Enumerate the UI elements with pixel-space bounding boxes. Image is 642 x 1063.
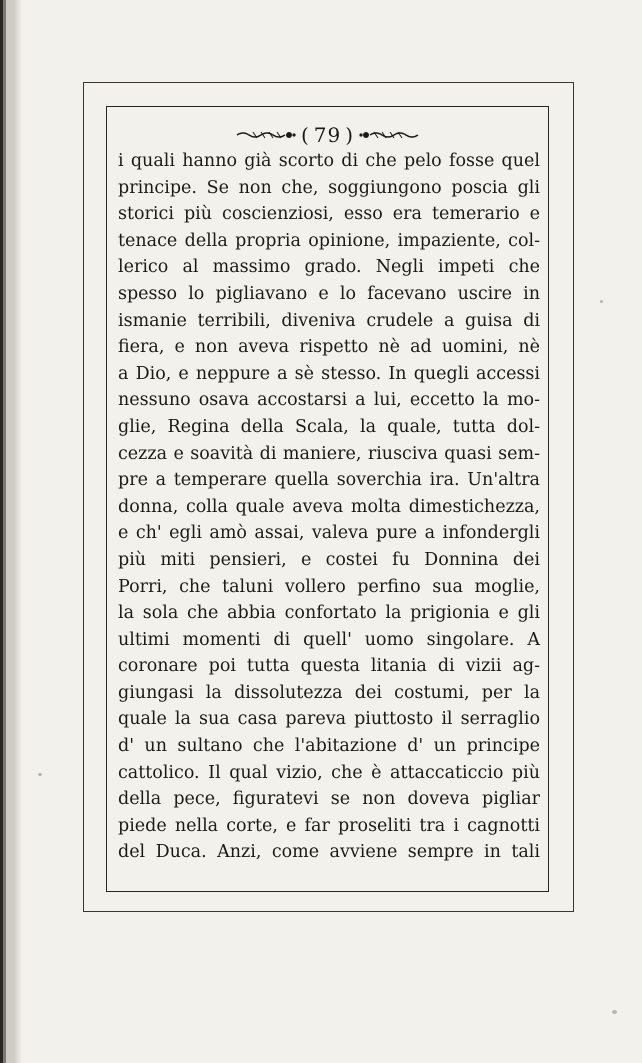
left-ornament-icon — [235, 128, 297, 142]
text-line: ultimi momenti di quell' uomo singolare. A — [118, 629, 540, 650]
text-line: tenace della propria opinione, impaziente, col- — [118, 230, 540, 251]
ink-speck — [612, 1010, 617, 1014]
text-line: cattolico. Il qual vizio, che è attaccaticcio più — [118, 762, 540, 783]
text-line: nessuno osava accostarsi a lui, eccetto la mo- — [118, 390, 540, 411]
text-line: storici più coscienziosi, esso era temerario e — [118, 204, 540, 225]
text-line: cezza e soavità di maniere, riusciva quasi sem- — [118, 443, 540, 464]
text-line: lerico al massimo grado. Negli impeti che — [118, 257, 540, 278]
text-line: la sola che abbia confortato la prigionia e gli — [118, 603, 540, 624]
ink-speck — [38, 773, 42, 776]
body-text — [118, 148, 540, 866]
text-line: glie, Regina della Scala, la quale, tutta dol- — [118, 416, 540, 437]
text-line: pre a temperare quella soverchia ira. Un'altra — [118, 470, 540, 491]
text-line: coronare poi tutta questa litania di vizii ag- — [118, 656, 540, 677]
text-line: più miti pensieri, e costei fu Donnina dei — [118, 549, 540, 570]
text-line: ismanie terribili, diveniva crudele a guisa di — [118, 310, 540, 331]
text-line: piede nella corte, e far proseliti tra i cagnotti — [118, 815, 540, 836]
text-line: fiera, e non aveva rispetto nè ad uomini, nè — [118, 337, 540, 358]
page-binding-edge — [0, 0, 22, 1063]
text-line: donna, colla quale aveva molta dimestichezza, — [118, 496, 540, 517]
text-line: e ch' egli amò assai, valeva pure a infondergli — [118, 523, 540, 544]
text-line: Porri, che taluni vollero perfino sua moglie, — [118, 576, 540, 597]
running-head — [106, 120, 549, 150]
text-line: spesso lo pigliavano e lo facevano uscire in — [118, 283, 540, 304]
text-line: della pece, figuratevi se non doveva pigliar — [118, 789, 540, 810]
text-line: quale la sua casa pareva piuttosto il serraglio — [118, 709, 540, 730]
running-head-close-paren: ) — [345, 123, 355, 147]
text-line: del Duca. Anzi, come avviene sempre in tali — [118, 842, 540, 863]
page-number: 79 — [313, 123, 342, 147]
text-line: principe. Se non che, soggiungono poscia gli — [118, 177, 540, 198]
text-line: a Dio, e neppure a sè stesso. In quegli accessi — [118, 363, 540, 384]
right-ornament-icon — [358, 128, 420, 142]
text-line: i quali hanno già scorto di che pelo fosse quel — [118, 151, 540, 171]
text-line: d' un sultano che l'abitazione d' un principe — [118, 736, 540, 757]
text-line: giungasi la dissolutezza dei costumi, per la — [118, 682, 540, 703]
ink-speck — [600, 300, 603, 303]
running-head-open-paren: ( — [300, 123, 310, 147]
